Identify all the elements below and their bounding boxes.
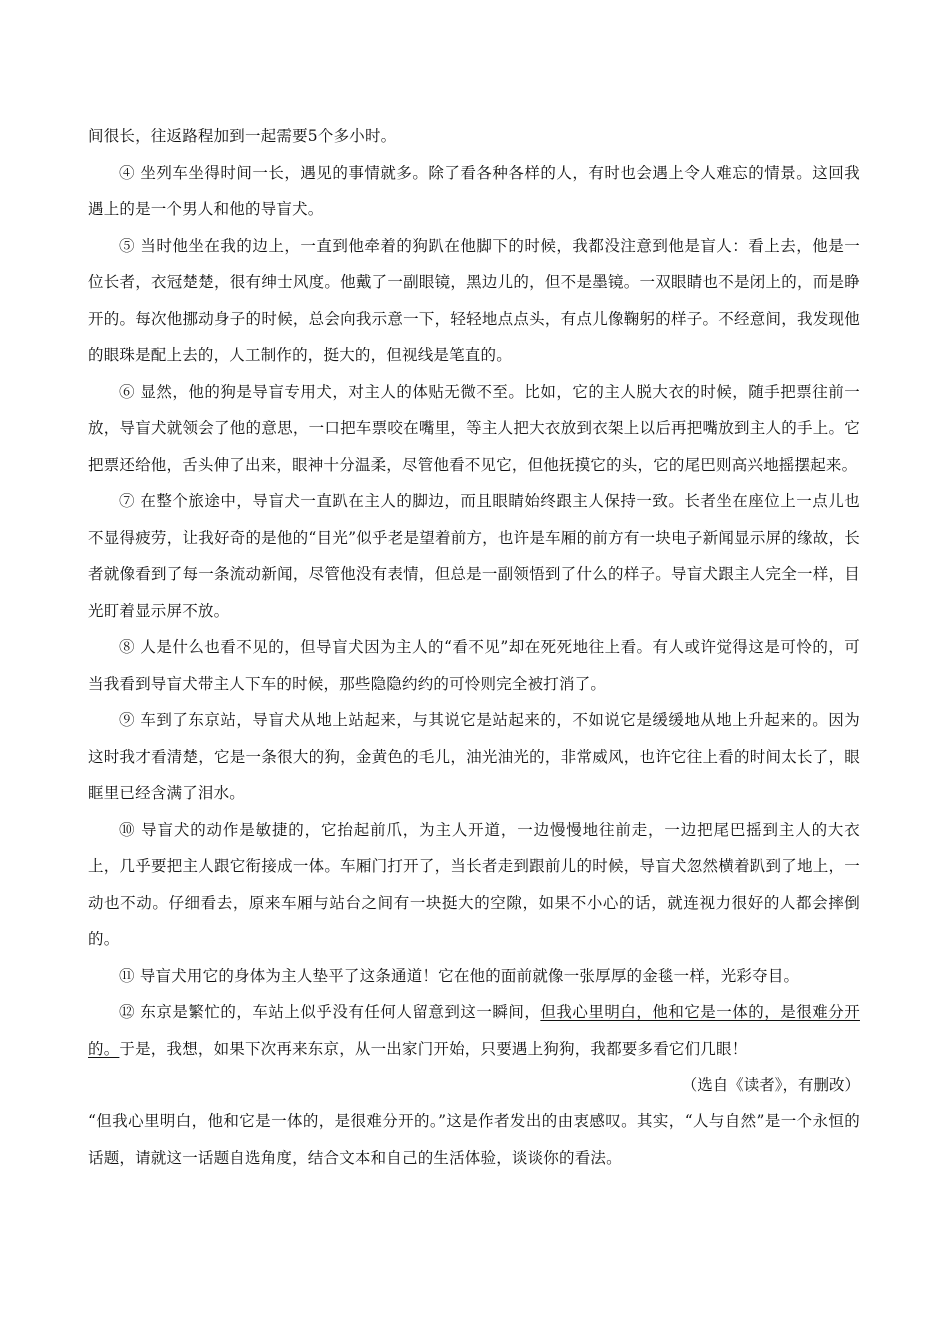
paragraph-0: 间很长，往返路程加到一起需要5个多小时。 <box>88 127 397 145</box>
paragraph-9: ⑨ 车到了东京站，导盲犬从地上站起来，与其说它是站起来的，不如说它是缓缓地从地上升起来的。因为这时我才看清楚，它是一条很大的狗，金黄色的毛儿，油光油光的，非常威风，也许它往上看的时间太长了，眼眶里已经含满了泪水。 <box>88 711 860 802</box>
paragraph-12-after: 于是，我想，如果下次再来东京，从一出家门开始，只要遇上狗狗，我都要多看它们几眼！ <box>119 1039 748 1058</box>
paragraph-10: ⑩ 导盲犬的动作是敏捷的，它抬起前爪，为主人开道，一边慢慢地往前走，一边把尾巴摇到主人的大衣上，几乎要把主人跟它衔接成一体。车厢门打开了，当长者走到跟前儿的时候，导盲犬忽然横着趴到了地上，一动也不动。仔细看去，原来车厢与站台之间有一块挺大的空隙，如果不小心的话，就连视力很好的人都会摔倒的。 <box>88 820 860 948</box>
paragraph-12 <box>88 994 860 1067</box>
paragraph-7: ⑦ 在整个旅途中，导盲犬一直趴在主人的脚边，而且眼睛始终跟主人保持一致。长者坐在座位上一点儿也不显得疲劳，让我好奇的是他的“目光”似乎老是望着前方，也许是车厢的前方有一块电子新闻显示屏的缘故，长者就像看到了每一条流动新闻，尽管他没有表情，但总是一副领悟到了什么的样子。导盲犬跟主人完全一样，目光盯着显示屏不放。 <box>88 492 860 620</box>
paragraph-11: ⑪ 导盲犬用它的身体为主人垫平了这条通道！它在他的面前就像一张厚厚的金毯一样，光彩夺目。 <box>119 966 800 985</box>
paragraph-4: ④ 坐列车坐得时间一长，遇见的事情就多。除了看各种各样的人，有时也会遇上令人难忘的情景。这回我遇上的是一个男人和他的导盲犬。 <box>88 163 860 218</box>
source-citation: （选自《读者》，有删改） <box>681 1076 860 1094</box>
paragraph-12-before: ⑫ 东京是繁忙的，车站上似乎没有任何人留意到这一瞬间， <box>119 1003 541 1021</box>
question-text: “但我心里明白，他和它是一体的，是很难分开的。”这是作者发出的由衷感叹。其实，“人与自然”是一个永恒的话题，请就这一话题自选角度，结合文本和自己的生活体验，谈谈你的看法。 <box>88 1112 860 1167</box>
underlined-sentence: 但我心里明白，他和它是一体的，是很难分开的。 <box>88 1003 860 1058</box>
paragraph-6: ⑥ 显然，他的狗是导盲专用犬，对主人的体贴无微不至。比如，它的主人脱大衣的时候，随手把票往前一放，导盲犬就领会了他的意思，一口把车票咬在嘴里，等主人把大衣放到衣架上以后再把嘴放到主人的手上。它把票还给他，舌头伸了出来，眼神十分温柔，尽管他看不见它，但他抚摸它的头，它的尾巴则高兴地摇摆起来。 <box>88 382 860 474</box>
document-body <box>88 118 860 1176</box>
paragraph-8: ⑧ 人是什么也看不见的，但导盲犬因为主人的“看不见”却在死死地往上看。有人或许觉得这是可怜的，可当我看到导盲犬带主人下车的时候，那些隐隐约约的可怜则完全被打消了。 <box>88 638 860 693</box>
paragraph-5: ⑤ 当时他坐在我的边上，一直到他牵着的狗趴在他脚下的时候，我都没注意到他是盲人：看上去，他是一位长者，衣冠楚楚，很有绅士风度。他戴了一副眼镜，黑边儿的，但不是墨镜。一双眼睛也不是闭上的，而是睁开的。每次他挪动身子的时候，总会向我示意一下，轻轻地点点头，有点儿像鞠躬的样子。不经意间，我发现他的眼珠是配上去的，人工制作的，挺大的，但视线是笔直的。 <box>88 236 860 364</box>
